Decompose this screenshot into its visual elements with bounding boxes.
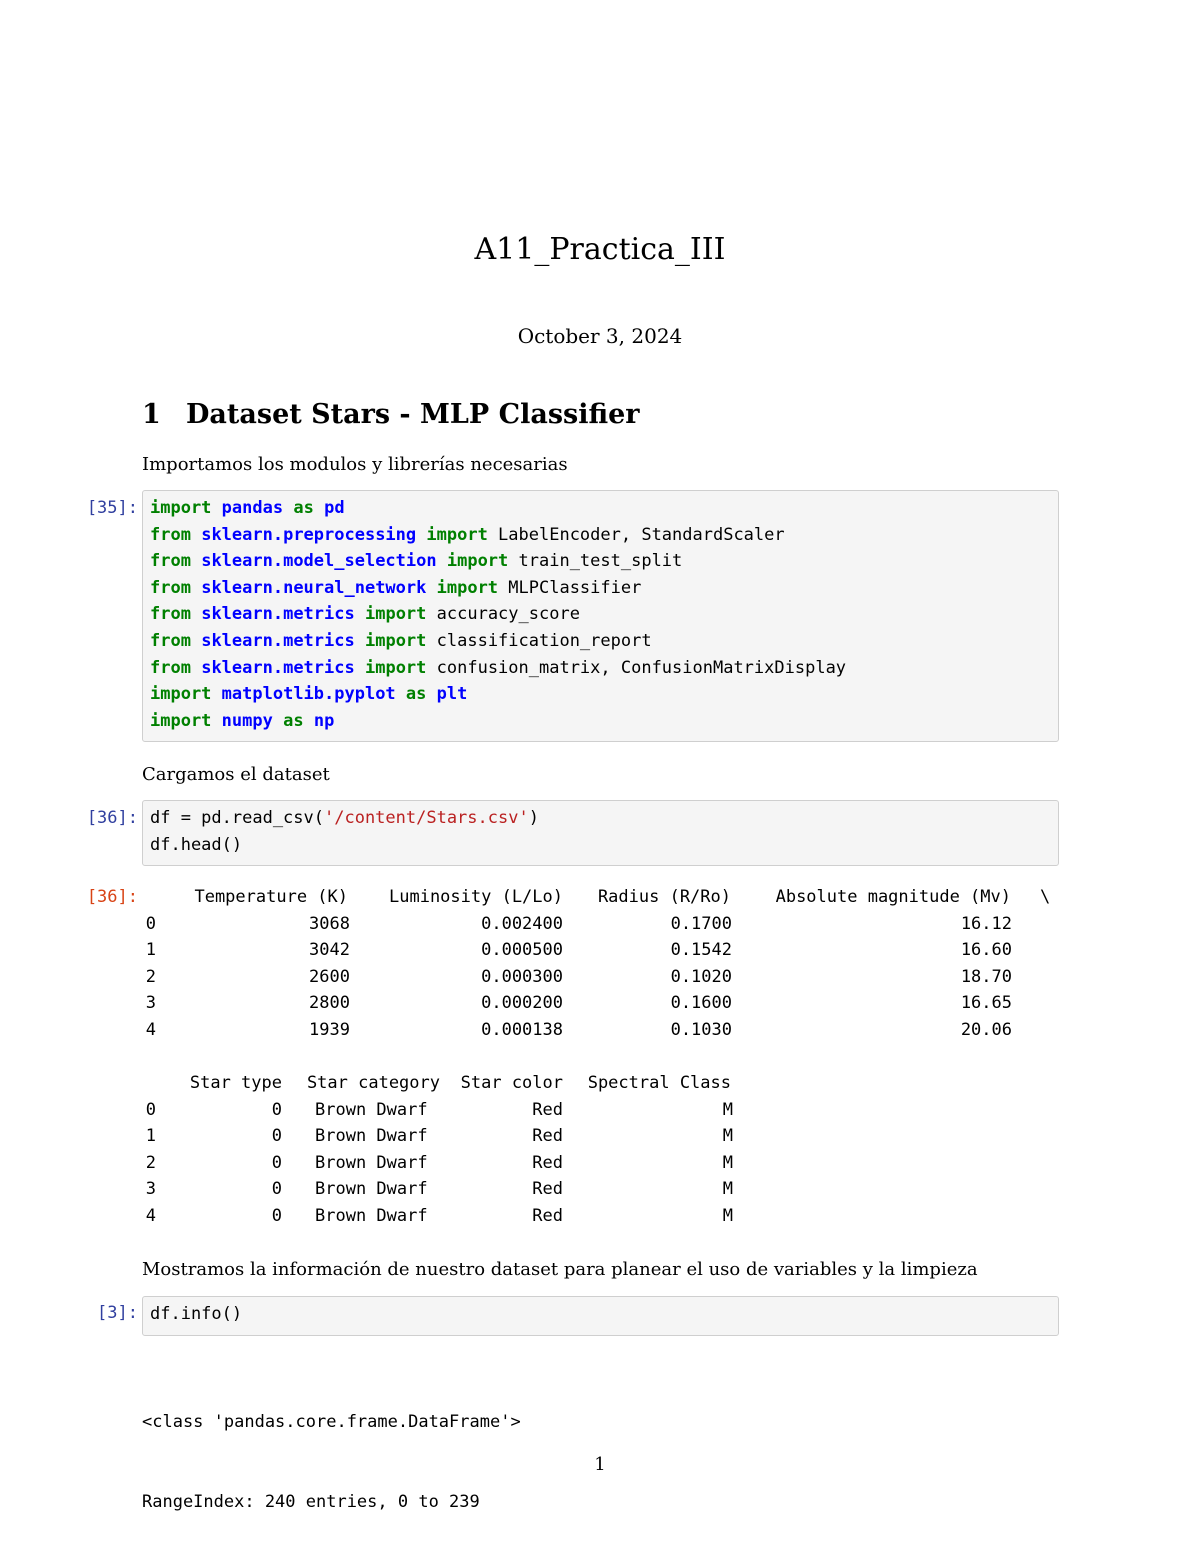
code-token: as (405, 684, 427, 705)
table-cell: 18.70 (960, 966, 1012, 987)
row-index: 2 (145, 1152, 156, 1173)
code-token (191, 578, 201, 598)
code-token: sklearn.metrics (201, 604, 355, 625)
row-index: 3 (145, 993, 156, 1014)
code-token: numpy (221, 710, 273, 731)
code-token: np (313, 710, 335, 731)
code-token: df.head() (150, 834, 243, 855)
column-header: Radius (R/Ro) (597, 887, 731, 907)
code-token: import (446, 551, 509, 572)
code-token (211, 498, 221, 518)
code-token (211, 684, 221, 704)
row-index: 4 (145, 1020, 156, 1040)
code-token: sklearn.preprocessing (201, 524, 417, 545)
code-token (426, 684, 436, 704)
code-token (283, 498, 293, 518)
input-prompt-3: [3]: (97, 1303, 138, 1323)
table-cell: 0 (271, 1099, 282, 1120)
table-cell: 3042 (309, 940, 350, 961)
code-token: ) (528, 808, 539, 828)
code-token (416, 525, 426, 545)
row-index: 1 (145, 1126, 156, 1147)
code-token: from (150, 524, 191, 545)
code-token (355, 631, 365, 651)
code-token: as (283, 710, 304, 731)
code-token: from (150, 657, 191, 678)
code-token: sklearn.neural_network (201, 577, 427, 598)
code-token: confusion_matrix, ConfusionMatrixDisplay (426, 657, 847, 678)
table-cell: 0.002400 (481, 913, 563, 934)
table-cell: M (722, 1179, 733, 1200)
code-line (150, 1301, 1051, 1328)
code-token (191, 658, 201, 678)
code-line (150, 655, 1051, 682)
table-cell: 2600 (309, 966, 350, 987)
section-heading (142, 396, 640, 434)
code-token: import (364, 657, 427, 678)
dataframe-output-part2 (142, 1070, 1059, 1230)
code-cell-info[interactable] (142, 1296, 1059, 1336)
code-line (150, 805, 1051, 832)
code-token: plt (436, 684, 468, 705)
row-index: 1 (145, 940, 156, 961)
code-token (355, 658, 365, 678)
code-token: '/content/Stars.csv' (324, 808, 529, 828)
code-line (150, 575, 1051, 602)
code-token (355, 604, 365, 624)
row-index: 0 (145, 1099, 156, 1120)
table-cell: Brown Dwarf (315, 1152, 428, 1173)
code-token: import (150, 684, 212, 705)
code-token: classification_report (426, 630, 652, 651)
paragraph-load-dataset: Cargamos el dataset (142, 764, 330, 785)
code-token: import (150, 710, 212, 731)
paragraph-info: Mostramos la información de nuestro dataset para planear el uso de variables y la limpieza (142, 1259, 978, 1280)
code-line (150, 495, 1051, 522)
code-token: MLPClassifier (498, 577, 642, 598)
code-token: train_test_split (508, 551, 683, 572)
code-line (150, 832, 1051, 859)
column-header: Star type (189, 1073, 282, 1093)
code-token: pd (324, 498, 345, 518)
table-cell: Brown Dwarf (315, 1179, 428, 1200)
table-cell: M (722, 1099, 733, 1120)
table-cell: 0.1700 (670, 913, 732, 934)
table-cell: Red (532, 1099, 563, 1120)
table-cell: Brown Dwarf (315, 1126, 428, 1147)
continuation-marker: \ (1040, 887, 1051, 907)
code-token (426, 578, 436, 598)
table-cell: 16.60 (960, 940, 1012, 961)
row-index: 3 (145, 1179, 156, 1200)
code-token: pandas (221, 498, 284, 518)
code-cell-read-csv[interactable] (142, 800, 1059, 866)
row-index: 0 (145, 913, 156, 934)
code-token (191, 631, 201, 651)
info-output-line: <class 'pandas.core.frame.DataFrame'> (142, 1412, 521, 1433)
input-prompt-36: [36]: (86, 808, 138, 828)
table-cell: 16.12 (960, 913, 1012, 934)
output-prompt-36: [36]: (86, 887, 138, 907)
code-token: from (150, 577, 191, 598)
code-line (150, 708, 1051, 735)
table-cell: 0.000300 (481, 966, 563, 987)
column-header: Star color (460, 1073, 563, 1093)
table-cell: Red (532, 1206, 563, 1226)
table-cell: M (722, 1206, 733, 1226)
section-number: 1 (142, 399, 161, 430)
row-index: 4 (145, 1206, 156, 1226)
code-token (191, 525, 201, 545)
code-line (150, 628, 1051, 655)
code-token (273, 711, 283, 731)
table-cell: 0.000138 (481, 1020, 563, 1040)
code-token: sklearn.metrics (201, 630, 355, 651)
table-cell: Red (532, 1179, 563, 1200)
table-cell: 0 (271, 1206, 282, 1226)
table-cell: Brown Dwarf (315, 1099, 428, 1120)
code-token: import (436, 577, 499, 598)
document-date: October 3, 2024 (517, 324, 683, 348)
code-token: matplotlib.pyplot (221, 684, 396, 705)
code-token: from (150, 551, 191, 572)
table-cell: 0 (271, 1152, 282, 1173)
code-token (304, 711, 314, 731)
code-token: import (426, 524, 488, 545)
code-line (150, 548, 1051, 575)
column-header: Star category (306, 1073, 440, 1093)
column-header: Absolute magnitude (Mv) (775, 887, 1011, 907)
code-token: sklearn.model_selection (201, 551, 437, 572)
table-cell: M (722, 1126, 733, 1147)
code-cell-imports[interactable] (142, 490, 1059, 742)
table-cell: 0.1030 (670, 1020, 732, 1040)
table-cell: 0.1020 (670, 966, 732, 987)
code-token: accuracy_score (426, 604, 580, 625)
info-output (142, 1356, 521, 1542)
table-cell: 3068 (309, 913, 350, 934)
document-title: A11_Practica_III (474, 232, 726, 267)
table-cell: 16.65 (960, 993, 1012, 1014)
table-cell: 0 (271, 1179, 282, 1200)
table-cell: 0.000500 (481, 940, 563, 961)
table-cell: 0.000200 (481, 993, 563, 1014)
code-token: import (150, 498, 212, 518)
code-token (191, 604, 201, 624)
info-output-line: RangeIndex: 240 entries, 0 to 239 (142, 1491, 480, 1512)
row-index: 2 (145, 966, 156, 987)
table-cell: Red (532, 1152, 563, 1173)
table-cell: 20.06 (960, 1020, 1012, 1040)
code-token: LabelEncoder, StandardScaler (487, 524, 785, 545)
column-header: Spectral Class (587, 1073, 731, 1093)
dataframe-output-part1 (142, 884, 1059, 1044)
code-token: sklearn.metrics (201, 657, 355, 678)
table-cell: 1939 (309, 1020, 350, 1040)
table-cell: Red (532, 1126, 563, 1147)
code-token: from (150, 630, 191, 651)
table-cell: Brown Dwarf (315, 1206, 428, 1226)
code-token: as (293, 498, 314, 518)
code-token (191, 551, 201, 571)
table-cell: 0 (271, 1126, 282, 1147)
code-token (437, 551, 447, 571)
code-token: from (150, 604, 191, 625)
input-prompt-35: [35]: (86, 498, 138, 518)
column-header: Luminosity (L/Lo) (389, 887, 563, 907)
paragraph-imports: Importamos los modulos y librerías necesarias (142, 454, 568, 475)
code-token: df.info() (150, 1304, 243, 1324)
code-token (211, 711, 221, 731)
code-line (150, 522, 1051, 549)
table-cell: M (722, 1152, 733, 1173)
code-token (396, 684, 406, 704)
page-number: 1 (594, 1454, 606, 1475)
code-token: df = pd.read_csv( (150, 808, 324, 828)
code-token (314, 498, 324, 518)
table-cell: 0.1600 (670, 993, 732, 1014)
table-cell: 2800 (309, 993, 350, 1014)
section-title: Dataset Stars - MLP Classifier (186, 399, 640, 430)
code-token: import (364, 604, 427, 625)
code-token: import (364, 630, 427, 651)
code-line (150, 601, 1051, 628)
column-header: Temperature (K) (194, 887, 348, 907)
code-line (150, 681, 1051, 708)
table-cell: 0.1542 (670, 940, 732, 961)
